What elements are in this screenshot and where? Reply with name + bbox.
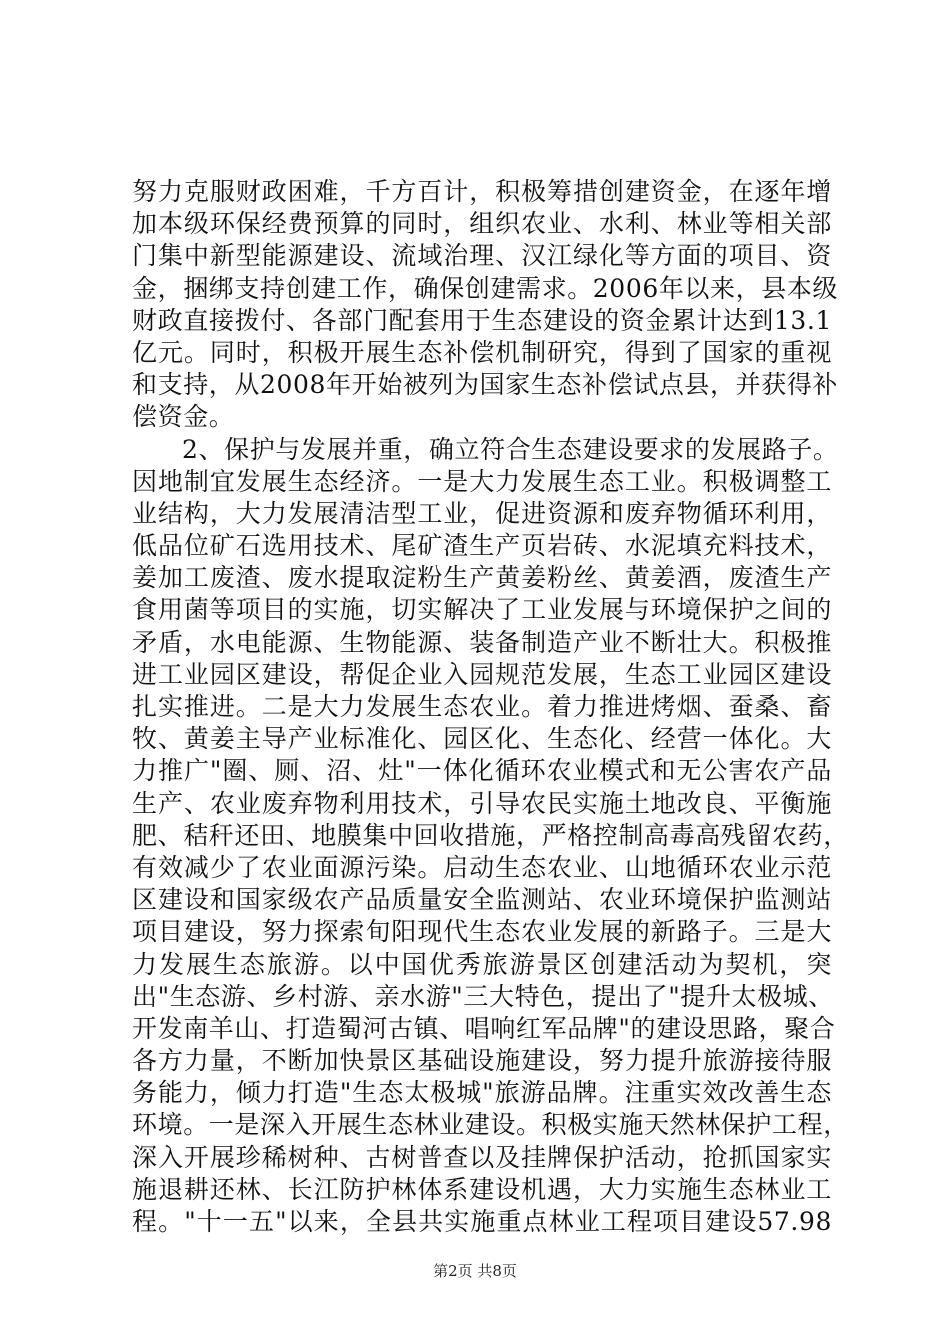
paragraph-line: 务能力，倾力打造"生态太极城"旅游品牌。注重实效改善生态	[132, 1078, 832, 1108]
paragraph-line: 环境。一是深入开展生态林业建设。积极实施天然林保护工程，	[132, 1110, 849, 1140]
paragraph-line: 扎实推进。二是大力发展生态农业。着力推进烤烟、蚕桑、畜	[132, 692, 832, 721]
paragraph-line: 低品位矿石选用技术、尾矿渣生产页岩砖、水泥填充料技术，	[132, 531, 832, 561]
paragraph-line: 牧、黄姜主导产业标准化、园区化、生态化、经营一体化。大	[132, 724, 832, 754]
paragraph-line: 进工业园区建设，帮促企业入园规范发展，生态工业园区建设	[132, 659, 832, 689]
paragraph-line: 区建设和国家级农产品质量安全监测站、农业环境保护监测站	[132, 885, 832, 915]
paragraph-line-last: 偿资金。	[132, 402, 235, 432]
document-body	[132, 176, 849, 1238]
paragraph-line: 财政直接拨付、各部门配套用于生态建设的资金累计达到13.1	[132, 305, 832, 335]
paragraph-line: 和支持，从2008年开始被列为国家生态补偿试点县，并获得补	[132, 370, 839, 400]
paragraph-line: 程。"十一五"以来，全县共实施重点林业工程项目建设57.98	[132, 1207, 832, 1236]
paragraph-line: 项目建设，努力探索旬阳现代生态农业发展的新路子。三是大	[132, 917, 832, 947]
paragraph-line: 出"生态游、乡村游、亲水游"三大特色，提出了"提升太极城、	[132, 981, 834, 1011]
paragraph-line: 食用菌等项目的实施，切实解决了工业发展与环境保护之间的	[132, 595, 832, 625]
paragraph-line: 力推广"圈、厕、沼、灶"一体化循环农业模式和无公害农产品	[132, 756, 832, 786]
paragraph-line: 姜加工废渣、废水提取淀粉生产黄姜粉丝、黄姜酒，废渣生产	[132, 563, 832, 593]
paragraph-line: 开发南羊山、打造蜀河古镇、唱响红军品牌"的建设思路，聚合	[132, 1013, 836, 1043]
paragraph-line: 矛盾，水电能源、生物能源、装备制造产业不断壮大。积极推	[132, 627, 832, 657]
paragraph-line: 生产、农业废弃物利用技术，引导农民实施土地改良、平衡施	[132, 788, 832, 818]
section-heading-line: 2、保护与发展并重，确立符合生态建设要求的发展路子。	[182, 434, 839, 464]
paragraph-line: 门集中新型能源建设、流域治理、汉江绿化等方面的项目、资	[132, 241, 832, 271]
paragraph-line: 加本级环保经费预算的同时，组织农业、水利、林业等相关部	[132, 209, 832, 239]
paragraph-line: 有效减少了农业面源污染。启动生态农业、山地循环农业示范	[132, 852, 832, 882]
paragraph-line: 各方力量，不断加快景区基础设施建设，努力提升旅游接待服	[132, 1046, 832, 1076]
paragraph-line: 力发展生态旅游。以中国优秀旅游景区创建活动为契机，突	[132, 949, 832, 979]
paragraph-line: 努力克服财政困难，千方百计，积极筹措创建资金，在逐年增	[132, 177, 832, 206]
paragraph-line: 施退耕还林、长江防护林体系建设机遇，大力实施生态林业工	[132, 1174, 832, 1204]
paragraph-line: 业结构，大力发展清洁型工业，促进资源和废弃物循环利用，	[132, 498, 832, 528]
paragraph-line: 金，捆绑支持创建工作，确保创建需求。2006年以来，县本级	[132, 273, 839, 303]
paragraph-line: 深入开展珍稀树种、古树普查以及挂牌保护活动，抢抓国家实	[132, 1142, 832, 1172]
page-number-footer: 第2页 共8页	[433, 1262, 517, 1280]
paragraph-line: 肥、秸秆还田、地膜集中回收措施，严格控制高毒高残留农药，	[132, 820, 849, 850]
paragraph-line: 亿元。同时，积极开展生态补偿机制研究，得到了国家的重视	[132, 337, 832, 367]
paragraph-line: 因地制宜发展生态经济。一是大力发展生态工业。积极调整工	[132, 466, 832, 496]
